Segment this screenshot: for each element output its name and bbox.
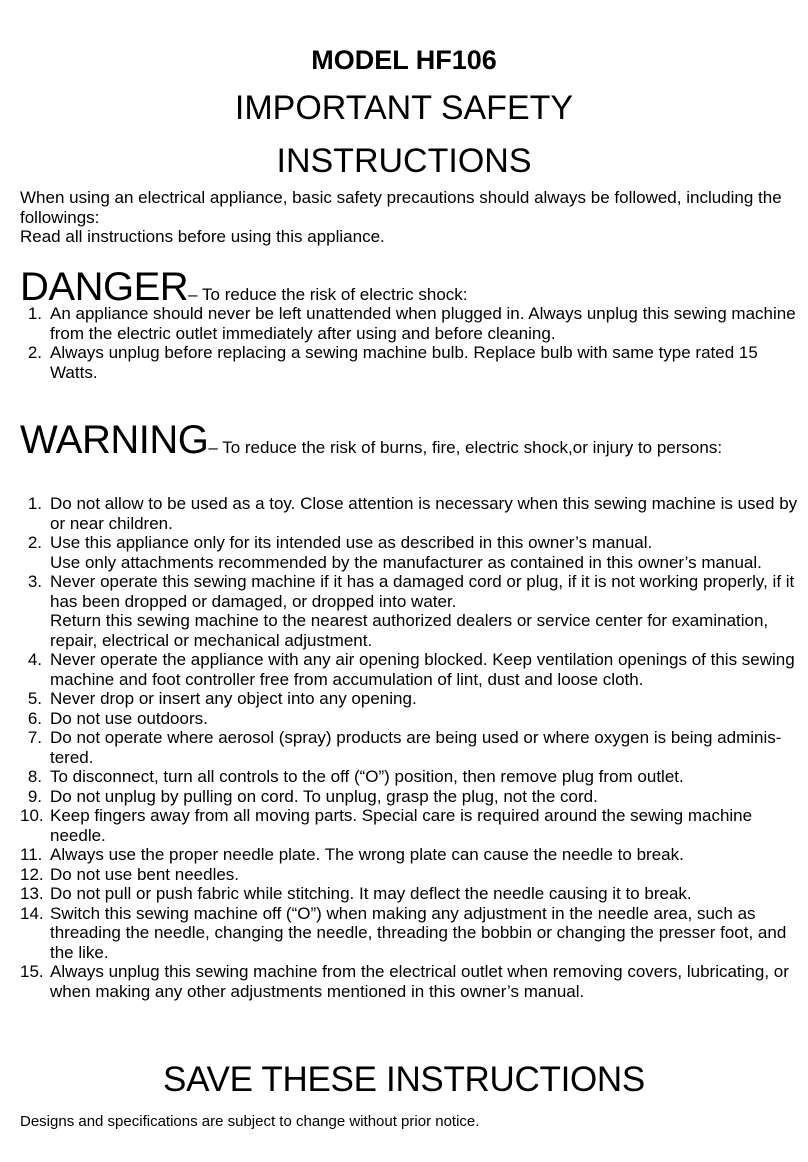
item-text: Keep fingers away from all moving parts. Special care is required around the sewing machine needle. [50,806,753,845]
danger-heading [20,267,468,307]
danger-list [20,304,800,382]
item-text: To disconnect, turn all controls to the off (“O”) position, then remove plug from outlet. [50,767,684,786]
list-item [20,767,800,787]
list-item [20,728,800,767]
item-text: Use this appliance only for its intended use as described in this owner’s manual. [50,533,653,552]
list-item [20,787,800,807]
list-item [20,709,800,729]
item-text: Do not pull or push fabric while stitching. It may deflect the needle causing it to break. [50,884,692,903]
item-number: 6. [27,708,42,728]
item-text: Never operate the appliance with any air opening blocked. Keep ventilation openings of this sewing machine and foot controller free from accumulation of lint, dust and loose cloth. [50,650,795,689]
page-title-line2: INSTRUCTIONS [276,142,532,180]
item-text: repair, electrical or mechanical adjustment. [50,630,373,650]
list-item [20,689,800,709]
list-item [20,650,800,689]
list-item [20,845,800,865]
save-instructions-heading: SAVE THESE INSTRUCTIONS [163,1060,645,1099]
item-number: 7. [27,728,42,747]
item-text: Never operate this sewing machine if it has a damaged cord or plug, if it is not working properly, if it has been dropped or damaged, or dropped into water. [50,572,795,611]
item-number: 8. [27,767,42,786]
item-number: 10. [20,806,44,825]
item-text: Always unplug this sewing machine from the electrical outlet when removing covers, lubricating, or when making any other adjustments mentioned in this owner’s manual. [50,962,789,1001]
warning-heading [20,420,722,460]
list-item [20,572,800,650]
list-item [20,962,800,1001]
item-number: 1. [27,304,42,323]
list-item [20,494,800,533]
item-number: 1. [27,494,42,513]
item-text: Do not operate where aerosol (spray) products are being used or where oxygen is being adminis-tered. [50,728,782,767]
footer-note: Designs and specifications are subject to change without prior notice. [20,1113,480,1130]
warning-title: WARNING [20,418,209,462]
item-text: Never drop or insert any object into any opening. [50,689,417,708]
item-number: 15. [20,962,44,981]
intro-paragraph [20,188,800,247]
intro-line: When using an electrical appliance, basic safety precautions should always be followed, including the followings: [20,188,782,227]
item-number: 5. [27,689,42,708]
item-text: An appliance should never be left unattended when plugged in. Always unplug this sewing machine from the electric outlet immediately after using and before cleaning. [50,304,796,343]
list-item [20,343,800,382]
item-text: Return this sewing machine to the nearest authorized dealers or service center for examination, [50,611,769,630]
intro-line: Read all instructions before using this appliance. [20,227,385,246]
item-number: 14. [20,903,44,923]
list-item [20,533,800,572]
item-number: 11. [20,845,43,864]
item-text: Do not allow to be used as a toy. Close attention is necessary when this sewing machine is used by or near children. [50,494,798,533]
list-item [20,806,800,845]
item-text: Do not use bent needles. [50,864,240,884]
item-text: Do not unplug by pulling on cord. To unplug, grasp the plug, not the cord. [50,786,598,806]
item-number: 4. [27,650,42,669]
danger-subtitle: – To reduce the risk of electric shock: [188,285,468,304]
warning-subtitle: – To reduce the risk of burns, fire, electric shock,or injury to persons: [208,438,723,457]
danger-title: DANGER [20,265,189,309]
item-number: 9. [27,786,42,806]
item-text: Do not use outdoors. [50,708,208,728]
item-number: 13. [20,884,44,903]
warning-list [20,494,800,1001]
item-number: 12. [20,864,44,884]
page-title-line1: IMPORTANT SAFETY [234,89,574,127]
item-number: 2. [27,533,42,552]
item-text: Switch this sewing machine off (“O”) when making any adjustment in the needle area, such as threading the needle, changing the needle, threading the bobbin or changing the presser foot, and the like. [50,903,787,962]
list-item [20,904,800,963]
model-number: MODEL HF106 [311,45,497,75]
item-text: Always unplug before replacing a sewing machine bulb. Replace bulb with same type rated 15 Watts. [50,343,758,382]
item-number: 3. [27,572,42,591]
list-item [20,304,800,343]
item-number: 2. [27,343,42,362]
item-text: Always use the proper needle plate. The wrong plate can cause the needle to break. [50,845,684,864]
list-item [20,884,800,904]
list-item [20,865,800,885]
item-text: Use only attachments recommended by the manufacturer as contained in this owner’s manual. [50,552,762,572]
